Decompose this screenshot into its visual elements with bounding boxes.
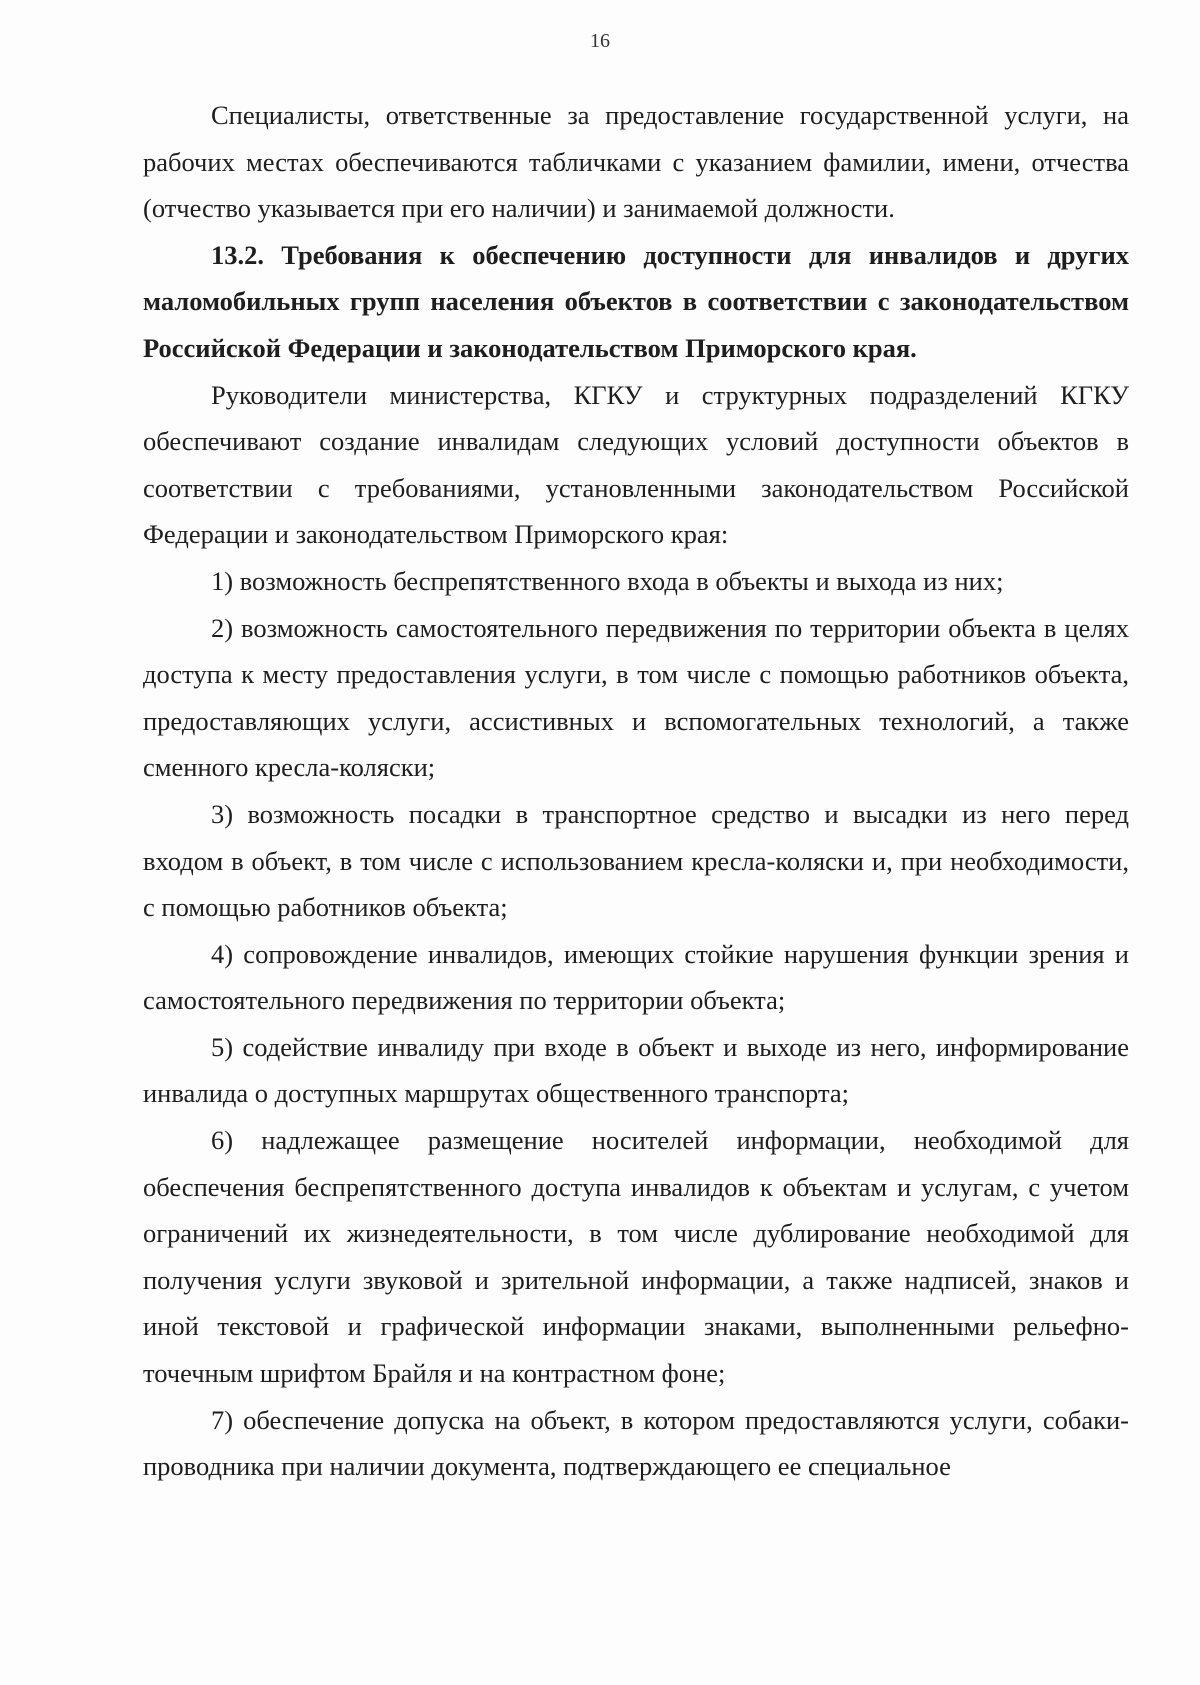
list-item-4: 4) сопровождение инвалидов, имеющих стойкие нарушения функции зрения и самостоятельного передвижения по территории объекта; (143, 938, 1129, 1016)
list-item-6: 6) надлежащее размещение носителей информации, необходимой для обеспечения беспрепятственного доступа инвалидов к объектам и услугам, с учетом ограничений их жизнедеятельности, в том числе дублирование необходимой для получения услуги звуковой и зрительной информации, а также надписей, знаков и иной текстовой и графической информации знаками, выполненными рельефно-точечным шрифтом Брайля и на контрастном фоне; (143, 1125, 1129, 1389)
list-item-7: 7) обеспечение допуска на объект, в котором предоставляются услуги, собаки-проводника при наличии документа, подтверждающего ее специальное (143, 1404, 1129, 1482)
list-item-3: 3) возможность посадки в транспортное средство и высадки из него перед входом в объект, в том числе с использованием кресла-коляски и, при необходимости, с помощью работников объекта; (143, 798, 1129, 923)
page-number: 16 (590, 30, 610, 52)
list-item-2: 2) возможность самостоятельного передвижения по территории объекта в целях доступа к месту предоставления услуги, в том числе с помощью работников объекта, предоставляющих услуги, ассистивных и вспомогательных технологий, а также сменного кресла-коляски; (143, 612, 1129, 783)
section-heading-13-2: 13.2. Требования к обеспечению доступности для инвалидов и других маломобильных групп населения объектов в соответствии с законодательством Российской Федерации и законодательством Приморского края. (143, 239, 1129, 363)
list-item-1: 1) возможность беспрепятственного входа в объекты и выхода из них; (211, 565, 1004, 596)
document-body (143, 92, 1129, 1490)
list-item-5: 5) содействие инвалиду при входе в объект и выходе из него, информирование инвалида о доступных маршрутах общественного транспорта; (143, 1031, 1129, 1109)
paragraph-managers: Руководители министерства, КГКУ и структурных подразделений КГКУ обеспечивают создание инвалидам следующих условий доступности объектов в соответствии с требованиями, установленными законодательством Российской Федерации и законодательством Приморского края: (143, 379, 1129, 550)
paragraph-specialists: Специалисты, ответственные за предоставление государственной услуги, на рабочих местах обеспечиваются табличками с указанием фамилии, имени, отчества (отчество указывается при его наличии) и занимаемой должности. (143, 100, 1129, 224)
